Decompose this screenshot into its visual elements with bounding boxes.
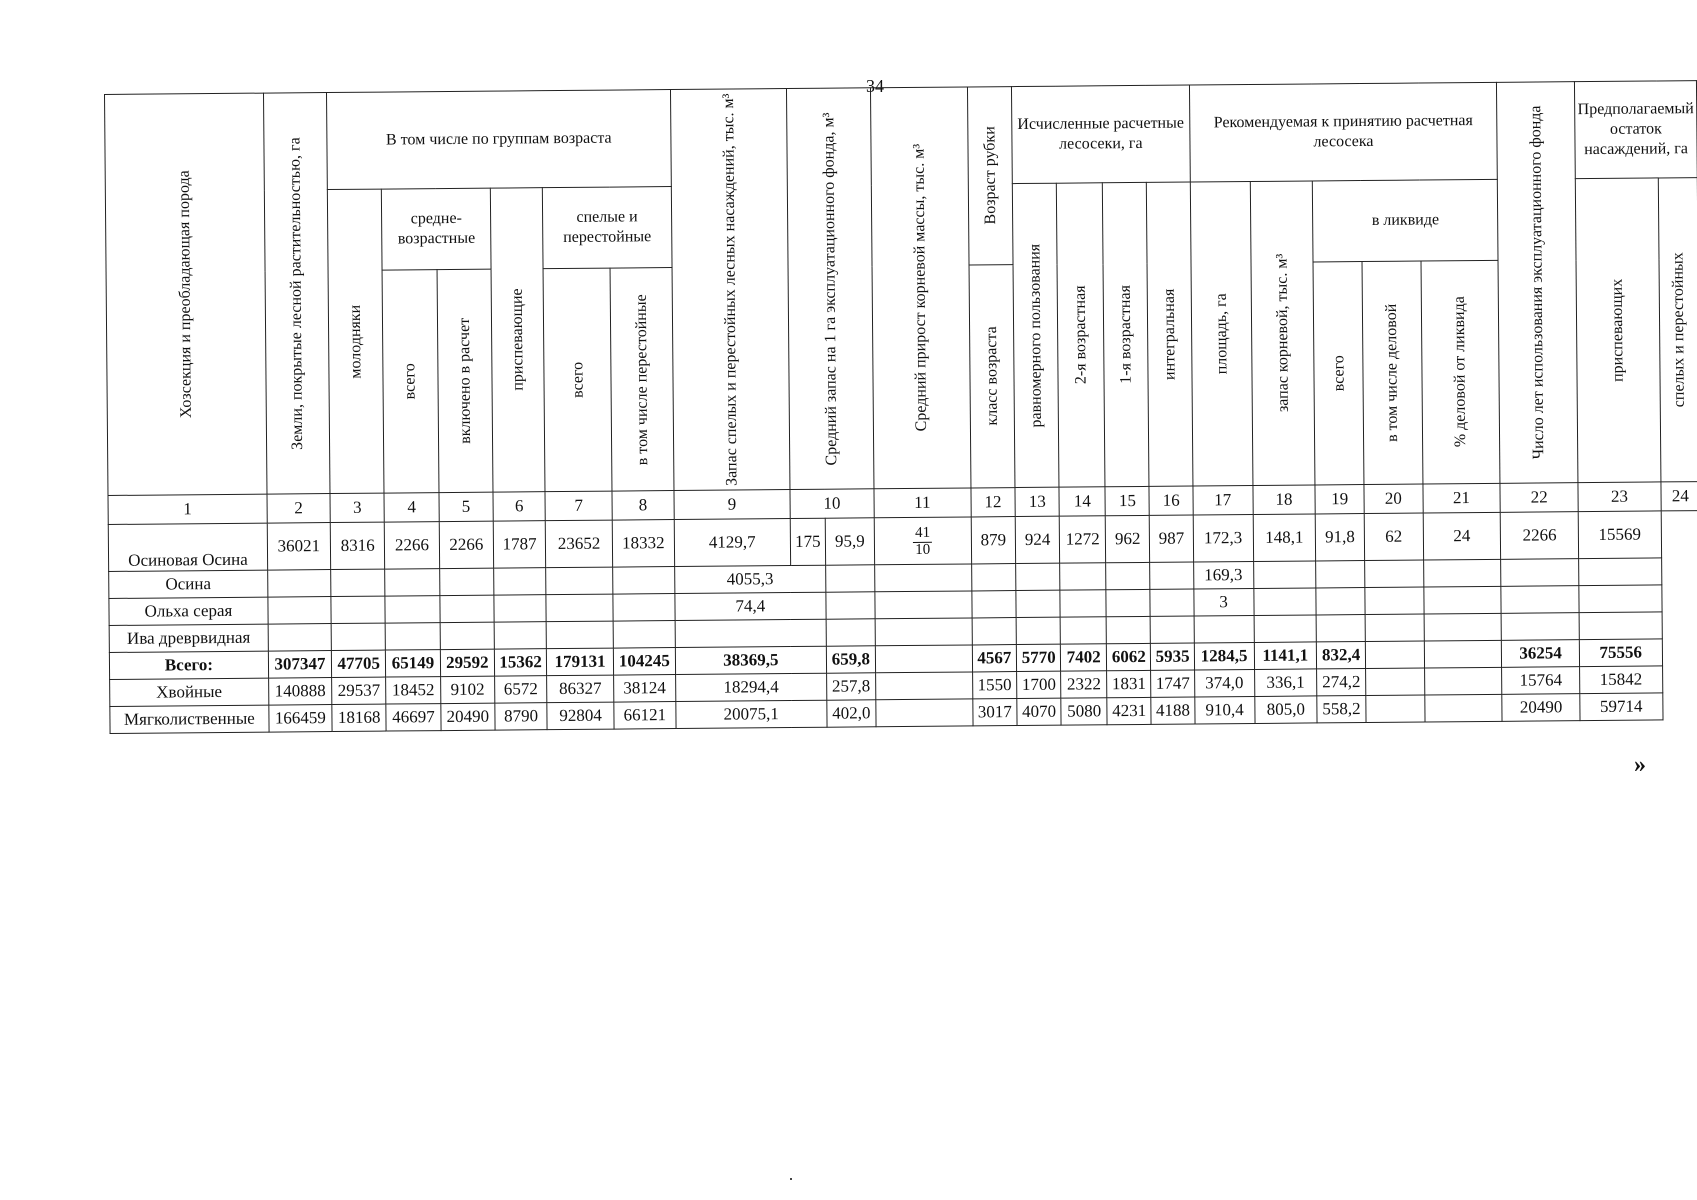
cell: 92804 <box>547 702 614 730</box>
col-num: 22 <box>1500 483 1578 513</box>
col-num: 8 <box>612 491 674 521</box>
age-class-fraction <box>874 517 971 565</box>
cell: 2322 <box>1061 671 1107 698</box>
header-liquid: в ликвиде <box>1313 179 1499 262</box>
cell: 47705 <box>331 650 386 677</box>
cell: 274,2 <box>1317 669 1366 696</box>
cell: 805,0 <box>1254 696 1317 724</box>
cell: 86327 <box>547 675 614 703</box>
header-c2: Земли, покрытые лесной растительностью, га <box>263 93 330 495</box>
cell: 29537 <box>332 677 387 704</box>
col-num: 18 <box>1253 485 1316 515</box>
header-c20: в том числе деловой <box>1362 261 1423 485</box>
cell: 1272 <box>1060 516 1106 563</box>
cell: 15362 <box>494 649 546 676</box>
col-num: 10 <box>790 489 874 519</box>
page-number: 34 <box>866 76 884 96</box>
cell: 59714 <box>1580 693 1663 721</box>
col-num: 7 <box>545 491 612 521</box>
cell: 1831 <box>1107 670 1152 697</box>
fraction-denominator: 10 <box>915 541 931 558</box>
cell: 38369,5 <box>675 646 826 674</box>
cell: 95,9 <box>825 518 874 565</box>
cell: 558,2 <box>1317 696 1366 723</box>
cell: 2266 <box>1501 512 1579 560</box>
cell: 257,8 <box>826 673 875 700</box>
cell: 402,0 <box>827 700 876 727</box>
header-c17: площадь, га <box>1190 182 1253 487</box>
cell: 1747 <box>1151 670 1194 697</box>
cell: 4188 <box>1151 697 1194 724</box>
cell: 166459 <box>269 705 332 733</box>
cell: 910,4 <box>1195 696 1255 724</box>
row-label: Осина <box>109 570 268 598</box>
cell: 8316 <box>330 522 385 569</box>
header-c16: интегральная <box>1147 182 1193 486</box>
header-c14: 2-я возрастная <box>1057 183 1105 487</box>
cell: 74,4 <box>675 592 826 620</box>
cell: 2266 <box>439 521 494 568</box>
cell: 175 <box>790 518 825 565</box>
cell: 169,3 <box>1193 561 1253 589</box>
cell: 179131 <box>546 648 613 676</box>
header-c4: всего <box>382 270 438 493</box>
cell: 924 <box>1015 516 1060 563</box>
header-c12: класс возраста <box>969 265 1015 488</box>
cell: 374,0 <box>1194 669 1254 697</box>
cell: 4055,3 <box>674 565 825 593</box>
col-num: 13 <box>1015 487 1060 516</box>
cell: 46697 <box>386 704 441 731</box>
cell: 36254 <box>1502 640 1580 668</box>
col-num: 9 <box>674 490 790 520</box>
cell: 29592 <box>440 649 495 676</box>
cell: 5770 <box>1016 644 1061 671</box>
cell: 879 <box>971 517 1016 564</box>
row-label: Ива древрвидная <box>109 624 268 652</box>
cell: 6062 <box>1107 643 1152 670</box>
cell: 172,3 <box>1193 514 1253 562</box>
col-num: 16 <box>1149 486 1192 515</box>
col-num: 24 <box>1661 482 1697 511</box>
col-num: 12 <box>971 488 1016 517</box>
cell: 140888 <box>268 678 331 706</box>
col-num: 15 <box>1105 486 1150 515</box>
cell: 6572 <box>495 676 547 703</box>
cell: 1787 <box>493 521 546 568</box>
cell: 75556 <box>1579 639 1662 667</box>
header-remain: Предполагаемый остаток насаждений, га <box>1574 81 1697 179</box>
cell: 8790 <box>495 703 547 730</box>
cell: 336,1 <box>1254 669 1317 697</box>
cell: 18168 <box>332 704 387 731</box>
cell: 91,8 <box>1315 514 1364 561</box>
cell: 15569 <box>1578 511 1661 559</box>
cell: 65149 <box>386 650 441 677</box>
cell: 38124 <box>614 675 676 703</box>
cell: 307347 <box>268 651 331 679</box>
col-num: 19 <box>1315 485 1364 514</box>
row-label: Хвойные <box>110 678 269 706</box>
cell: 20075,1 <box>676 700 827 728</box>
header-c22: Число лет использования эксплуатационного фонда <box>1497 82 1578 484</box>
col-num: 20 <box>1364 484 1423 514</box>
cell: 5935 <box>1151 643 1194 670</box>
cell: 962 <box>1105 515 1150 562</box>
cell: 3 <box>1194 588 1254 616</box>
closing-quote: » <box>1634 752 1646 778</box>
row-label: Мягколиственные <box>110 705 269 733</box>
header-mid: средне-возрастные <box>382 188 491 270</box>
col-num: 14 <box>1059 487 1105 516</box>
col-num: 21 <box>1423 483 1501 513</box>
cell: 18452 <box>386 677 441 704</box>
header-ripe: спелые и перестойные <box>542 187 671 269</box>
header-c15: 1-я возрастная <box>1102 182 1149 486</box>
header-c11: Средний прирост корневой массы, тыс. м³ <box>870 87 970 489</box>
header-c18: запас корневой, тыс. м³ <box>1250 181 1315 486</box>
cell: 36021 <box>267 523 331 571</box>
cell: 4070 <box>1017 698 1062 725</box>
cell: 1284,5 <box>1194 642 1254 670</box>
cell: 18332 <box>612 520 674 568</box>
cell: 5080 <box>1061 698 1107 725</box>
cell: 9102 <box>440 676 495 703</box>
header-c13: равномерного пользования <box>1012 183 1059 487</box>
col-num: 2 <box>267 494 330 524</box>
cell: 1700 <box>1017 671 1062 698</box>
header-c9: Запас спелых и перестойных лесных насаждений, тыс. м³ <box>670 89 790 491</box>
cell: 659,8 <box>826 646 875 673</box>
header-c1: Хозсекция и преобладающая порода <box>105 93 267 495</box>
cell: 832,4 <box>1317 642 1366 669</box>
fraction-numerator: 41 <box>913 526 932 543</box>
cell: 3017 <box>973 699 1018 726</box>
header-c23: приспевающих <box>1575 178 1660 483</box>
cell: 4129,7 <box>674 519 791 567</box>
header-age-groups: В том числе по группам возраста <box>327 90 672 190</box>
cell: 66121 <box>614 702 676 730</box>
row-label: Всего: <box>109 651 268 679</box>
cell: 4567 <box>972 645 1017 672</box>
col-num: 3 <box>330 493 385 522</box>
cell: 15842 <box>1580 666 1663 694</box>
cell: 20490 <box>441 703 496 730</box>
cell: 148,1 <box>1253 514 1316 562</box>
cell: 20490 <box>1502 694 1580 722</box>
scan-speck <box>790 1178 792 1180</box>
cell: 23652 <box>545 520 612 568</box>
header-c10: Средний запас на 1 га эксплуатационного фонда, м³ <box>786 88 873 490</box>
header-calc: Исчисленные расчетные лесосеки, га <box>1012 85 1190 184</box>
cell: 15764 <box>1502 667 1580 695</box>
col-num: 4 <box>384 493 439 522</box>
cell: 4231 <box>1107 697 1152 724</box>
header-cut-age: Возраст рубки <box>967 87 1013 265</box>
header-c5: включено в расчет <box>437 269 493 492</box>
header-rec: Рекомендуемая к принятию расчетная лесосека <box>1189 82 1497 182</box>
row-label: Ольха серая <box>109 597 268 625</box>
cell: 7402 <box>1061 644 1107 671</box>
header-c24: спелых и перестойных <box>1658 178 1697 482</box>
col-num: 23 <box>1578 482 1661 512</box>
col-num: 17 <box>1193 485 1253 515</box>
header-c6: приспевающие <box>490 188 545 492</box>
cell: 62 <box>1364 513 1423 561</box>
header-c8: в том числе перестойные <box>610 268 674 492</box>
col-num: 11 <box>874 488 971 518</box>
cell: 24 <box>1423 512 1501 560</box>
header-c19: всего <box>1313 262 1364 485</box>
header-c7: всего <box>543 268 612 492</box>
col-num: 6 <box>493 492 545 521</box>
cell: 18294,4 <box>675 673 826 701</box>
cell: 1141,1 <box>1254 642 1317 670</box>
row-label: Осиновая Осина <box>108 523 267 571</box>
cell: 104245 <box>613 648 675 676</box>
col-num: 5 <box>439 492 494 521</box>
forest-resource-table <box>104 80 1697 734</box>
cell: 1550 <box>972 672 1017 699</box>
cell: 2266 <box>385 522 440 569</box>
header-c3: молодняки <box>327 189 384 493</box>
cell: 987 <box>1150 515 1194 562</box>
col-num: 1 <box>108 494 267 524</box>
header-c21: % деловой от ликвида <box>1421 260 1501 484</box>
